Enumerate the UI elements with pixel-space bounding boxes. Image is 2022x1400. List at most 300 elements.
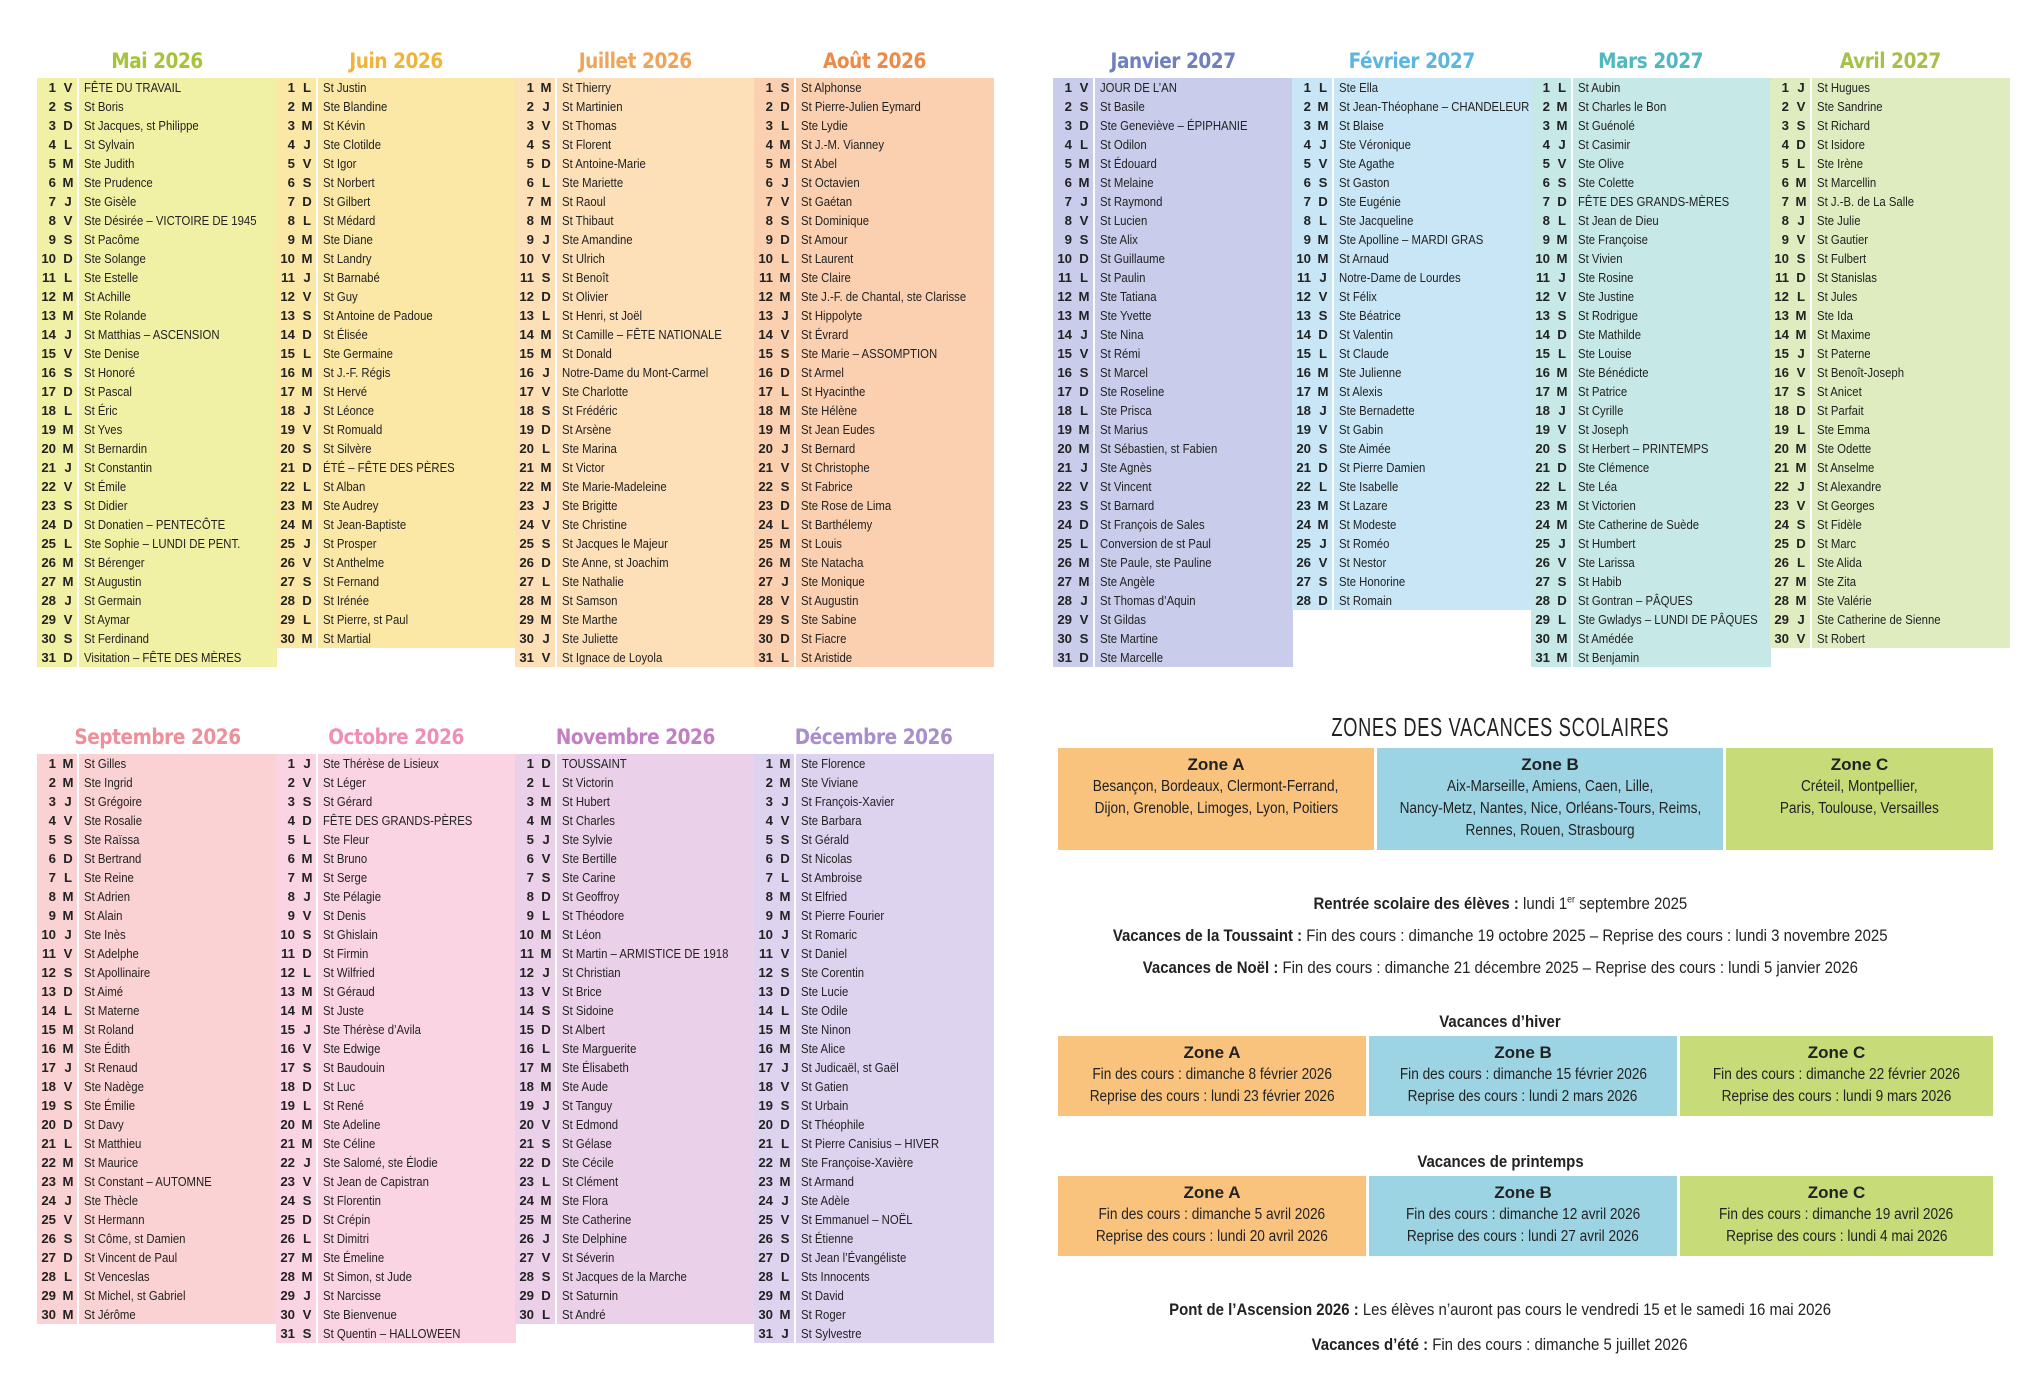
day-saint: St Modeste xyxy=(1336,515,1532,534)
day-number: 7 xyxy=(1781,194,1789,209)
day-row xyxy=(1531,534,1771,553)
day-saint: St Herbert – PRINTEMPS xyxy=(1575,439,1771,458)
day-saint: Ste Françoise xyxy=(1575,230,1771,249)
day-row xyxy=(37,1286,277,1305)
day-row xyxy=(754,1324,994,1343)
day-row xyxy=(37,553,277,572)
day-number: 28 xyxy=(41,1269,56,1284)
day-row xyxy=(276,325,516,344)
day-saint: St Achille xyxy=(81,287,277,306)
day-number: 19 xyxy=(1774,422,1789,437)
zone-b-name: Zone B xyxy=(1521,755,1579,774)
day-saint: St Rémi xyxy=(1097,344,1293,363)
day-row xyxy=(37,754,277,773)
day-saint: St Aimé xyxy=(81,982,277,1001)
day-weekday: V xyxy=(1079,479,1089,494)
day-row xyxy=(37,268,277,287)
day-row xyxy=(515,1229,755,1248)
month-10 xyxy=(515,724,755,1324)
day-weekday: M xyxy=(779,270,791,285)
day-saint: Ste Béatrice xyxy=(1336,306,1532,325)
day-number: 19 xyxy=(519,1098,534,1113)
day-number: 17 xyxy=(1774,384,1789,399)
day-number: 6 xyxy=(765,175,773,190)
day-number: 30 xyxy=(1535,631,1550,646)
zone-c-cities-1: Créteil, Montpellier, xyxy=(1801,778,1918,795)
day-row xyxy=(515,1286,755,1305)
day-weekday: M xyxy=(540,460,552,475)
day-number: 26 xyxy=(41,1231,56,1246)
day-weekday: M xyxy=(301,1003,313,1018)
day-weekday: M xyxy=(540,213,552,228)
zone-name: Zone C xyxy=(1807,1043,1866,1062)
day-weekday: S xyxy=(541,1269,551,1284)
day-saint: St Ulrich xyxy=(559,249,755,268)
day-weekday: D xyxy=(541,1155,551,1170)
day-row xyxy=(1531,382,1771,401)
day-weekday: V xyxy=(1796,232,1806,247)
month-title: Juillet 2026 xyxy=(578,49,692,73)
day-saint: Ste Sandrine xyxy=(1814,97,2010,116)
day-saint: Ste Aude xyxy=(559,1077,755,1096)
day-number: 5 xyxy=(1064,156,1072,171)
day-number: 19 xyxy=(280,1098,295,1113)
day-number: 16 xyxy=(280,365,295,380)
day-number: 21 xyxy=(280,460,295,475)
day-row xyxy=(1531,154,1771,173)
day-number: 21 xyxy=(1296,460,1311,475)
day-weekday: J xyxy=(1319,536,1327,551)
day-row xyxy=(1770,458,2010,477)
day-row xyxy=(515,1172,755,1191)
day-row xyxy=(1770,78,2010,97)
day-number: 17 xyxy=(758,1060,773,1075)
day-weekday: V xyxy=(1318,289,1328,304)
day-saint: St Marcellin xyxy=(1814,173,2010,192)
zone-a-cities-2: Dijon, Grenoble, Limoges, Lyon, Poitiers xyxy=(1094,800,1338,817)
day-row xyxy=(276,344,516,363)
day-weekday: V xyxy=(780,194,790,209)
day-number: 19 xyxy=(758,422,773,437)
day-number: 30 xyxy=(519,1307,534,1322)
day-saint: Ste Bienvenue xyxy=(320,1305,516,1324)
day-row xyxy=(1053,173,1293,192)
day-row xyxy=(1053,287,1293,306)
day-row xyxy=(276,906,516,925)
day-saint: St Apollinaire xyxy=(81,963,277,982)
day-saint: St Michel, st Gabriel xyxy=(81,1286,277,1305)
day-row xyxy=(515,268,755,287)
day-row xyxy=(37,1191,277,1210)
day-number: 11 xyxy=(1775,270,1789,285)
day-row xyxy=(37,515,277,534)
day-saint: Ste Bénédicte xyxy=(1575,363,1771,382)
day-number: 16 xyxy=(280,1041,295,1056)
day-row xyxy=(515,97,755,116)
day-number: 25 xyxy=(1057,536,1072,551)
day-number: 14 xyxy=(1774,327,1789,342)
day-row xyxy=(1292,268,1532,287)
day-row xyxy=(515,420,755,439)
day-saint: Ste Léa xyxy=(1575,477,1771,496)
day-row xyxy=(754,1210,994,1229)
day-row xyxy=(1053,192,1293,211)
day-saint: Ste Ella xyxy=(1336,78,1532,97)
day-row xyxy=(1770,287,2010,306)
hiver-zone-box xyxy=(1680,1036,1993,1116)
day-weekday: V xyxy=(302,289,312,304)
day-number: 9 xyxy=(1542,232,1550,247)
day-weekday: J xyxy=(542,965,550,980)
day-saint: Ste Estelle xyxy=(81,268,277,287)
day-number: 13 xyxy=(1774,308,1789,323)
day-saint: St Igor xyxy=(320,154,516,173)
day-number: 4 xyxy=(526,813,534,828)
day-number: 10 xyxy=(519,251,534,266)
day-saint: St Séverin xyxy=(559,1248,755,1267)
zone-c-name: Zone C xyxy=(1830,755,1889,774)
day-saint: St Jean Eudes xyxy=(798,420,994,439)
day-number: 23 xyxy=(41,1174,56,1189)
day-number: 14 xyxy=(758,327,773,342)
day-row xyxy=(1053,211,1293,230)
day-weekday: V xyxy=(302,1041,312,1056)
zone-fin: Fin des cours : dimanche 8 février 2026 xyxy=(1092,1066,1332,1083)
day-weekday: J xyxy=(542,1231,550,1246)
day-number: 16 xyxy=(1774,365,1789,380)
day-saint: St Ferdinand xyxy=(81,629,277,648)
day-number: 30 xyxy=(280,1307,295,1322)
day-row xyxy=(276,97,516,116)
day-number: 4 xyxy=(765,137,773,152)
day-saint: Ste Alix xyxy=(1097,230,1293,249)
day-saint: St Valentin xyxy=(1336,325,1532,344)
day-row xyxy=(754,792,994,811)
day-saint: St Venceslas xyxy=(81,1267,277,1286)
day-saint: St David xyxy=(798,1286,994,1305)
day-saint: Ste Raïssa xyxy=(81,830,277,849)
day-weekday: D xyxy=(63,650,73,665)
day-saint: Ste Bernadette xyxy=(1336,401,1532,420)
day-saint: Ste Émilie xyxy=(81,1096,277,1115)
day-number: 12 xyxy=(41,965,56,980)
day-number: 13 xyxy=(519,984,534,999)
day-weekday: J xyxy=(1797,479,1805,494)
day-number: 22 xyxy=(41,1155,56,1170)
day-weekday: M xyxy=(1078,175,1090,190)
day-row xyxy=(1531,458,1771,477)
day-weekday: D xyxy=(63,517,73,532)
day-row xyxy=(276,629,516,648)
day-weekday: L xyxy=(541,1307,551,1322)
day-weekday: D xyxy=(1079,251,1089,266)
day-weekday: S xyxy=(63,365,73,380)
day-weekday: D xyxy=(541,156,551,171)
day-row xyxy=(515,906,755,925)
day-row xyxy=(276,363,516,382)
day-number: 27 xyxy=(519,1250,534,1265)
day-weekday: J xyxy=(781,1193,789,1208)
month-9 xyxy=(276,724,516,1343)
day-weekday: M xyxy=(540,1060,552,1075)
zone-b-box xyxy=(1377,748,1723,850)
day-number: 15 xyxy=(758,346,773,361)
day-saint: FÊTE DES GRANDS-PÈRES xyxy=(320,811,516,830)
day-saint: St Crépin xyxy=(320,1210,516,1229)
day-weekday: J xyxy=(542,832,550,847)
day-weekday: M xyxy=(62,555,74,570)
day-row xyxy=(754,1248,994,1267)
day-weekday: L xyxy=(541,1041,551,1056)
day-number: 3 xyxy=(48,118,56,133)
day-number: 18 xyxy=(280,1079,295,1094)
day-number: 28 xyxy=(758,1269,773,1284)
day-number: 24 xyxy=(519,517,534,532)
day-saint: Ste Solange xyxy=(81,249,277,268)
day-saint: St Silvère xyxy=(320,439,516,458)
day-saint: St François-Xavier xyxy=(798,792,994,811)
day-row xyxy=(515,982,755,1001)
day-saint: Ste Rose de Lima xyxy=(798,496,994,515)
day-row xyxy=(1770,344,2010,363)
day-saint: Ste Sophie – LUNDI DE PENT. xyxy=(81,534,277,553)
day-weekday: M xyxy=(1317,498,1329,513)
day-saint: St Boris xyxy=(81,97,277,116)
day-number: 21 xyxy=(41,460,56,475)
day-saint: Ste Alida xyxy=(1814,553,2010,572)
day-weekday: D xyxy=(1318,194,1328,209)
day-number: 3 xyxy=(765,118,773,133)
day-weekday: L xyxy=(302,1231,312,1246)
day-weekday: S xyxy=(1079,365,1089,380)
day-number: 18 xyxy=(1296,403,1311,418)
day-row xyxy=(754,868,994,887)
day-row xyxy=(515,811,755,830)
day-row xyxy=(515,230,755,249)
day-weekday: L xyxy=(302,80,312,95)
day-number: 9 xyxy=(526,908,534,923)
day-number: 8 xyxy=(287,213,295,228)
printemps-zone-box xyxy=(1680,1176,1993,1256)
day-weekday: J xyxy=(1558,270,1566,285)
day-weekday: V xyxy=(1796,99,1806,114)
day-weekday: L xyxy=(302,479,312,494)
month-title: Janvier 2027 xyxy=(1110,49,1236,73)
day-weekday: L xyxy=(1557,612,1567,627)
day-number: 7 xyxy=(48,870,56,885)
day-row xyxy=(1292,534,1532,553)
day-saint: St Gatien xyxy=(798,1077,994,1096)
day-saint: St Anthelme xyxy=(320,553,516,572)
day-row xyxy=(754,496,994,515)
day-saint: Ste Barbara xyxy=(798,811,994,830)
day-number: 7 xyxy=(765,870,773,885)
day-number: 9 xyxy=(287,908,295,923)
day-saint: St Bertrand xyxy=(81,849,277,868)
day-row xyxy=(1292,173,1532,192)
day-saint: Ste Natacha xyxy=(798,553,994,572)
day-saint: Ste Catherine xyxy=(559,1210,755,1229)
day-saint: St Amédée xyxy=(1575,629,1771,648)
day-row xyxy=(1531,116,1771,135)
day-saint: St Léonce xyxy=(320,401,516,420)
day-saint: St Anicet xyxy=(1814,382,2010,401)
day-number: 19 xyxy=(1057,422,1072,437)
day-weekday: D xyxy=(780,631,790,646)
day-number: 16 xyxy=(1535,365,1550,380)
zone-fin: Fin des cours : dimanche 15 février 2026 xyxy=(1399,1066,1647,1083)
day-row xyxy=(1770,173,2010,192)
day-weekday: L xyxy=(1557,479,1567,494)
day-number: 14 xyxy=(41,327,56,342)
day-row xyxy=(754,1039,994,1058)
day-number: 25 xyxy=(280,536,295,551)
day-weekday: L xyxy=(1796,289,1806,304)
day-number: 22 xyxy=(280,1155,295,1170)
day-row xyxy=(515,925,755,944)
day-saint: St Florent xyxy=(559,135,755,154)
day-number: 17 xyxy=(1296,384,1311,399)
day-number: 8 xyxy=(1542,213,1550,228)
day-number: 1 xyxy=(1064,80,1072,95)
day-weekday: V xyxy=(541,1250,551,1265)
day-number: 9 xyxy=(1303,232,1311,247)
day-saint: St Firmin xyxy=(320,944,516,963)
day-row xyxy=(1053,610,1293,629)
day-saint: Ste Monique xyxy=(798,572,994,591)
day-number: 26 xyxy=(41,555,56,570)
day-number: 25 xyxy=(41,536,56,551)
day-number: 19 xyxy=(519,422,534,437)
day-row xyxy=(754,401,994,420)
day-row xyxy=(1292,78,1532,97)
day-weekday: L xyxy=(1079,270,1089,285)
day-number: 25 xyxy=(519,1212,534,1227)
day-weekday: S xyxy=(302,927,312,942)
day-saint: Ste Pélagie xyxy=(320,887,516,906)
day-weekday: J xyxy=(781,308,789,323)
day-weekday: S xyxy=(780,1231,790,1246)
day-weekday: L xyxy=(63,870,73,885)
day-row xyxy=(1292,629,1532,648)
day-row xyxy=(37,1267,277,1286)
day-saint: St Casimir xyxy=(1575,135,1771,154)
day-weekday: S xyxy=(1079,99,1089,114)
day-weekday: M xyxy=(301,1250,313,1265)
day-saint: St Martinien xyxy=(559,97,755,116)
day-number: 14 xyxy=(758,1003,773,1018)
day-weekday: L xyxy=(780,1003,790,1018)
day-row xyxy=(754,906,994,925)
day-number: 19 xyxy=(280,422,295,437)
day-saint: Notre-Dame du Mont-Carmel xyxy=(559,363,755,382)
day-number: 24 xyxy=(280,517,295,532)
day-weekday: S xyxy=(1079,631,1089,646)
day-weekday: M xyxy=(1317,251,1329,266)
day-row xyxy=(754,306,994,325)
day-number: 5 xyxy=(765,156,773,171)
day-row xyxy=(276,830,516,849)
day-row xyxy=(1292,572,1532,591)
day-weekday: D xyxy=(302,1079,312,1094)
day-saint: Ste Geneviève – ÉPIPHANIE xyxy=(1097,116,1293,135)
day-saint: Ste Zita xyxy=(1814,572,2010,591)
day-weekday: S xyxy=(1079,232,1089,247)
day-row xyxy=(1531,173,1771,192)
day-weekday: V xyxy=(1079,346,1089,361)
day-saint: St Prosper xyxy=(320,534,516,553)
day-row xyxy=(276,78,516,97)
day-weekday: D xyxy=(780,498,790,513)
day-saint: Ste Florence xyxy=(798,754,994,773)
day-row xyxy=(276,230,516,249)
day-number: 26 xyxy=(519,1231,534,1246)
day-number: 18 xyxy=(758,1079,773,1094)
day-row xyxy=(754,1305,994,1324)
day-weekday: M xyxy=(540,946,552,961)
day-weekday: L xyxy=(302,612,312,627)
day-row xyxy=(276,887,516,906)
day-saint: St Léger xyxy=(320,773,516,792)
day-number: 6 xyxy=(765,851,773,866)
day-weekday: M xyxy=(301,631,313,646)
day-number: 22 xyxy=(1774,479,1789,494)
day-row xyxy=(754,420,994,439)
day-saint: St Alphonse xyxy=(798,78,994,97)
day-row xyxy=(1053,496,1293,515)
day-number: 12 xyxy=(41,289,56,304)
day-number: 18 xyxy=(519,1079,534,1094)
day-row xyxy=(754,97,994,116)
day-row xyxy=(515,773,755,792)
month-title: Mai 2026 xyxy=(111,49,203,73)
day-weekday: L xyxy=(780,1136,790,1151)
day-row xyxy=(515,754,755,773)
day-row xyxy=(37,97,277,116)
day-saint: St Augustin xyxy=(81,572,277,591)
day-saint: St Quentin – HALLOWEEN xyxy=(320,1324,516,1343)
day-saint: St Guy xyxy=(320,287,516,306)
day-number: 3 xyxy=(1542,118,1550,133)
day-saint: St Jean de Dieu xyxy=(1575,211,1771,230)
day-number: 15 xyxy=(280,346,295,361)
day-number: 7 xyxy=(287,870,295,885)
day-saint: Ste Céline xyxy=(320,1134,516,1153)
day-row xyxy=(276,116,516,135)
day-weekday: L xyxy=(541,441,551,456)
day-weekday: J xyxy=(303,403,311,418)
day-weekday: L xyxy=(63,137,73,152)
day-row xyxy=(754,773,994,792)
day-saint: St Constant – AUTOMNE xyxy=(81,1172,277,1191)
day-weekday: M xyxy=(1795,327,1807,342)
day-weekday: L xyxy=(63,403,73,418)
day-number: 6 xyxy=(48,851,56,866)
day-row xyxy=(754,458,994,477)
day-weekday: D xyxy=(541,289,551,304)
day-row xyxy=(1053,572,1293,591)
day-number: 30 xyxy=(758,631,773,646)
day-number: 11 xyxy=(1297,270,1311,285)
day-saint: St Cyrille xyxy=(1575,401,1771,420)
day-saint: St Pierre Fourier xyxy=(798,906,994,925)
day-row xyxy=(276,925,516,944)
day-saint: JOUR DE L’AN xyxy=(1097,78,1293,97)
day-saint: Ste Prisca xyxy=(1097,401,1293,420)
day-number: 8 xyxy=(287,889,295,904)
day-number: 8 xyxy=(765,889,773,904)
day-number: 26 xyxy=(280,555,295,570)
